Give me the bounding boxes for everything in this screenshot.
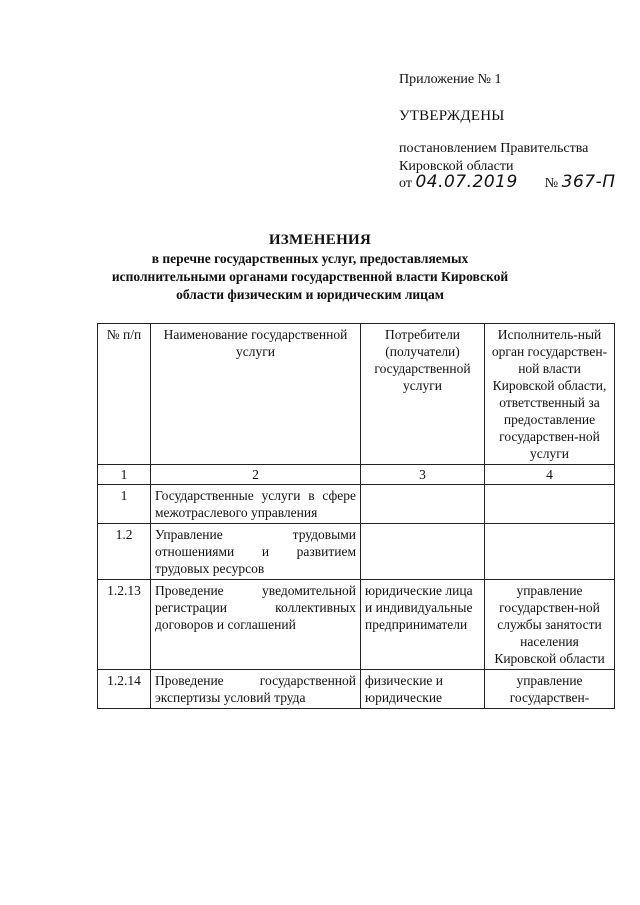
- row-number: 1.2.13: [98, 580, 151, 670]
- table-row: [98, 670, 615, 709]
- document-subtitle: в перечне государственных услуг, предоставляемых исполнительными органами государственной власти Кировской области физическим и юридическим лицам: [111, 251, 509, 302]
- resolution-date-number: [399, 174, 616, 192]
- executor: [485, 485, 615, 524]
- approved-label: УТВЕРЖДЕНЫ: [399, 108, 505, 124]
- executor: управление государствен-ной службы занятости населения Кировской области: [485, 580, 615, 670]
- service-name: Проведение государственной экспертизы условий труда: [151, 670, 361, 709]
- row-number: 1: [98, 485, 151, 524]
- header-number: № п/п: [98, 324, 151, 465]
- date-prefix: от: [399, 176, 412, 191]
- table-row: [98, 580, 615, 670]
- header-service-name: Наименование государственной услуги: [151, 324, 361, 465]
- appendix-label: Приложение № 1: [399, 72, 502, 87]
- column-number: 2: [151, 465, 361, 485]
- service-name: Управление трудовыми отношениями и развитием трудовых ресурсов: [151, 524, 361, 580]
- row-number: 1.2.14: [98, 670, 151, 709]
- header-consumers: Потребители (получатели) государственной услуги: [361, 324, 485, 465]
- document-title: ИЗМЕНЕНИЯ: [268, 232, 372, 248]
- service-name: Проведение уведомительной регистрации коллективных договоров и соглашений: [151, 580, 361, 670]
- header-executor: Исполнитель-ный орган государствен-ной власти Кировской области, ответственный за предоставление государствен-ной услуги: [485, 324, 615, 465]
- column-number: 4: [485, 465, 615, 485]
- consumers: юридические лица и индивидуальные предприниматели: [361, 580, 485, 670]
- column-number: 3: [361, 465, 485, 485]
- resolution-line-2: Кировской области: [399, 159, 514, 174]
- handwritten-date: 04.07.2019: [415, 172, 518, 192]
- consumers: физические и юридические: [361, 670, 485, 709]
- table-row: [98, 524, 615, 580]
- executor: управление государствен-: [485, 670, 615, 709]
- consumers: [361, 485, 485, 524]
- column-number-row: [98, 465, 615, 485]
- number-prefix: №: [544, 176, 559, 191]
- services-table: [97, 323, 615, 709]
- table-header-row: [98, 324, 615, 465]
- table-row: [98, 485, 615, 524]
- executor: [485, 524, 615, 580]
- handwritten-number: 367-П: [561, 172, 616, 192]
- service-name: Государственные услуги в сфере межотраслевого управления: [151, 485, 361, 524]
- resolution-line-1: постановлением Правительства: [399, 141, 589, 156]
- consumers: [361, 524, 485, 580]
- row-number: 1.2: [98, 524, 151, 580]
- column-number: 1: [98, 465, 151, 485]
